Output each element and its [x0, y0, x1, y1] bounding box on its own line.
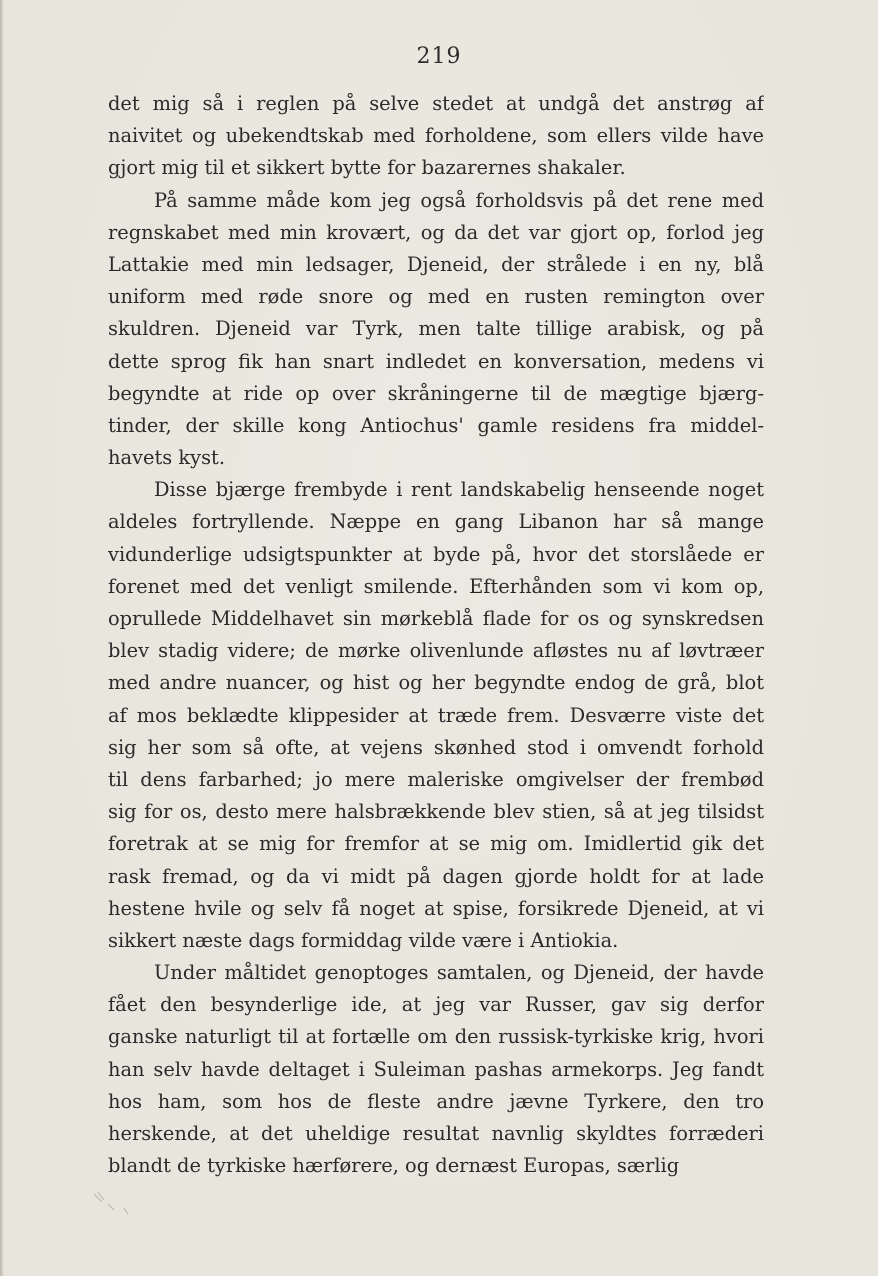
text-line: foretrak at se mig for fremfor at se mig om. Imidlertid gik det	[108, 832, 764, 856]
paper-specks	[88, 1188, 158, 1228]
text-line: herskende, at det uheldige resultat navnlig skyldtes forræderi	[108, 1122, 764, 1145]
text-line: af mos beklædte klippesider at træde frem. Desværre viste det	[108, 703, 764, 727]
page-number: 219	[416, 44, 462, 69]
text-line: havets kyst.	[108, 446, 225, 470]
paragraph	[108, 88, 764, 185]
text-line: blandt de tyrkiske hærførere, og dernæst Europas, særlig	[108, 1154, 680, 1178]
text-line: han selv havde deltaget i Suleiman pashas armekorps. Jeg fandt	[108, 1057, 764, 1081]
text-line: med andre nuancer, og hist og her begyndte endog de grå, blot	[108, 671, 764, 695]
paragraph	[108, 474, 764, 957]
text-line: skuldren. Djeneid var Tyrk, men talte tillige arabisk, og på	[108, 317, 764, 341]
text-line: vidunderlige udsigtspunkter at byde på, hvor det storslåede er	[108, 542, 764, 566]
text-line: begyndte at ride op over skråningerne til de mægtige bjærg-	[108, 381, 764, 405]
text-line: rask fremad, og da vi midt på dagen gjorde holdt for at lade	[108, 864, 764, 888]
text-line: aldeles fortryllende. Næppe en gang Libanon har så mange	[108, 510, 764, 534]
text-line: regnskabet med min krovært, og da det var gjort op, forlod jeg	[108, 220, 764, 244]
text-line: dette sprog fik han snart indledet en konversation, medens vi	[108, 349, 764, 373]
text-line: ganske naturligt til at fortælle om den russisk-tyrkiske krig, hvori	[108, 1025, 764, 1049]
text-line: gjort mig til et sikkert bytte for bazarernes shakaler.	[108, 156, 626, 180]
text-line: sig for os, desto mere halsbrækkende blev stien, så at jeg tilsidst	[108, 800, 764, 824]
text-line: det mig så i reglen på selve stedet at undgå det anstrøg af	[108, 92, 764, 115]
text-line: fået den besynderlige ide, at jeg var Russer, gav sig derfor	[108, 993, 764, 1017]
text-line: hos ham, som hos de fleste andre jævne Tyrkere, den tro	[108, 1089, 764, 1113]
text-line: På samme måde kom jeg også forholdsvis på det rene med	[154, 188, 764, 212]
text-line: uniform med røde snore og med en rusten remington over	[108, 285, 764, 309]
text-line: sikkert næste dags formiddag vilde være i Antiokia.	[108, 928, 619, 952]
text-line: Disse bjærge frembyde i rent landskabelig henseende noget	[154, 478, 764, 502]
text-line: hestene hvile og selv få noget at spise, forsikrede Djeneid, at vi	[108, 896, 764, 920]
text-line: forenet med det venligt smilende. Efterhånden som vi kom op,	[108, 574, 764, 598]
text-line: blev stadig videre; de mørke olivenlunde afløstes nu af løvtræer	[108, 639, 764, 663]
body-text	[108, 88, 764, 1182]
page-binding-edge	[0, 0, 4, 1276]
paragraph	[108, 957, 764, 1182]
paragraph	[108, 185, 764, 475]
text-line: til dens farbarhed; jo mere maleriske omgivelser der frembød	[108, 767, 764, 791]
text-line: Lattakie med min ledsager, Djeneid, der strålede i en ny, blå	[108, 252, 764, 276]
text-line: oprullede Middelhavet sin mørkeblå flade for os og synskredsen	[108, 607, 764, 630]
text-line: tinder, der skille kong Antiochus' gamle residens fra middel-	[108, 413, 764, 437]
text-line: sig her som så ofte, at vejens skønhed stod i omvendt forhold	[108, 735, 764, 759]
text-line: naivitet og ubekendtskab med forholdene, som ellers vilde have	[108, 124, 764, 148]
text-line: Under måltidet genoptoges samtalen, og Djeneid, der havde	[154, 961, 764, 985]
